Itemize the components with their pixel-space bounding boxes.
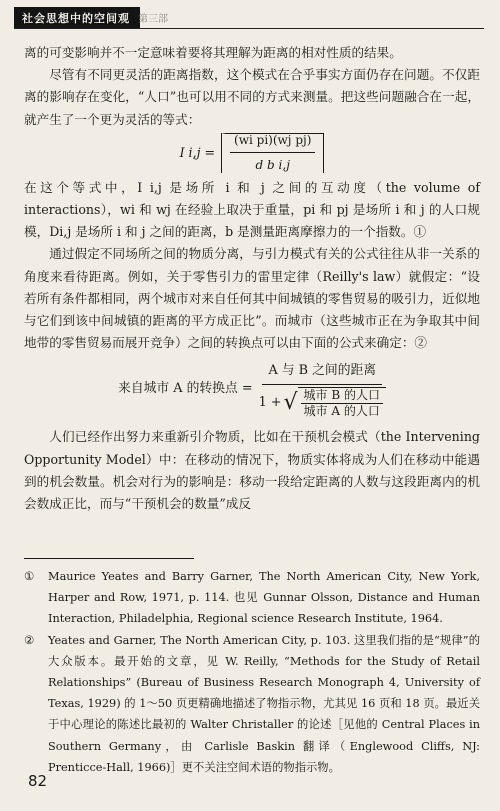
radicand bbox=[298, 387, 386, 419]
breakpoint-numerator: A 与 B 之间的距离 bbox=[262, 360, 382, 385]
chapter-tag: 第三部 bbox=[138, 14, 168, 25]
page-header bbox=[14, 6, 484, 29]
paragraph-4: 通过假定不同场所之间的物质分离，与引力模式有关的公式往往从非一关系的角度来看待距离。例如，关于零售引力的雷里定律（Reilly's law）就假定：“设若所有条件都相同，两个城市对来自任何其中间城镇的零售贸易的吸引力，近似地与它们到该中间城镇的距离的平方成正比”。而城市（这些城市正在为争取其中间地带的零售贸易而展开竞争）之间的转换点可以由下面的公式来确定：② bbox=[24, 246, 480, 351]
paragraph-3: 在这个等式中，I i,j 是场所 i 和 j 之间的互动度（the volume of interactions），wi 和 wj 在经验上取决于重量，pi 和 pj 是场所 i 和 j 的人口规模，Di,j 是场所 i 和 j 之间的距离，b 是测量距离摩擦力的一个指数。① bbox=[24, 179, 480, 240]
running-head: 社会思想中的空间观 bbox=[14, 7, 140, 28]
breakpoint-lhs: 来自城市 A 的转换点 = bbox=[118, 381, 253, 397]
footnote-rule bbox=[24, 558, 194, 559]
formula-lhs: I i,j = bbox=[179, 144, 216, 160]
footnote-1 bbox=[24, 566, 480, 630]
paragraph-5: 人们已经作出努力来重新引介物质，比如在干预机会模式（the Intervening Opportunity Model）中：在移动的情况下，物质实体将成为人们在移动中能遇到的机会数量。机会对行为的影响是：移动一段给定距离的人数与这段距离内的机会数成正比，而与“干预机会的数量”成反 bbox=[24, 429, 480, 512]
footnote-text: Yeates and Garner, The North American City, p. 103. 这里我们指的是“规律”的大众版本。最开始的文章，见 W. Reilly, “Methods for the Study of Retail Relationships” (Bureau of Business Research Monograph 4, University of Texas, 1929) 的 1～50 页更精确地描述了物指示物，尤其见 16 页和 18 页。最近关于中心理论的陈述比最初的 Walter Christaller 的论述［见他的 Central Places in Southern Germany，由 Carlisle Baskin 翻译（Englewood Cliffs, NJ: Prenticce-Hall, 1966)］更不关注空间术语的物指示物。 bbox=[48, 633, 480, 774]
footnote-text: Maurice Yeates and Barry Garner, The North American City, New York, Harper and Row, 1971, p. 114. 也见 Gunnar Olsson, Distance and Human Interaction, Philadelphia, Regional science Research Institute, 1964. bbox=[48, 570, 480, 626]
gravity-formula bbox=[24, 131, 480, 175]
paragraph-1: 离的可变影响并不一定意味着要将其理解为距离的相对性质的结果。 bbox=[24, 45, 402, 60]
footnotes bbox=[24, 566, 480, 778]
formula-denominator: d b i,j bbox=[255, 158, 290, 173]
breakpoint-den-prefix: 1 + bbox=[258, 394, 282, 410]
formula-fraction bbox=[230, 129, 315, 176]
breakpoint-formula bbox=[24, 354, 480, 424]
formula-bracket bbox=[221, 133, 324, 173]
paragraph-2: 尽管有不同更灵活的距离指数，这个模式在合乎事实方面仍存在问题。不仅距离的影响存在变化，“人口”也可以用不同的方式来测量。把这些问题融合在一起，就产生了一个更为灵活的等式： bbox=[24, 67, 480, 127]
radicand-denominator: 城市 A 的人口 bbox=[303, 404, 380, 419]
footnote-2 bbox=[24, 630, 480, 778]
radicand-numerator: 城市 B 的人口 bbox=[301, 388, 383, 404]
square-root bbox=[284, 387, 386, 419]
radical-sign: √ bbox=[283, 390, 298, 416]
page-number: 82 bbox=[28, 772, 48, 790]
body-text bbox=[24, 42, 480, 515]
breakpoint-fraction bbox=[259, 360, 386, 419]
footnote-mark: ② bbox=[24, 633, 35, 647]
formula-numerator: (wi pi)(wj pj) bbox=[230, 129, 315, 153]
footnote-mark: ① bbox=[24, 570, 35, 583]
breakpoint-denominator bbox=[259, 385, 386, 419]
